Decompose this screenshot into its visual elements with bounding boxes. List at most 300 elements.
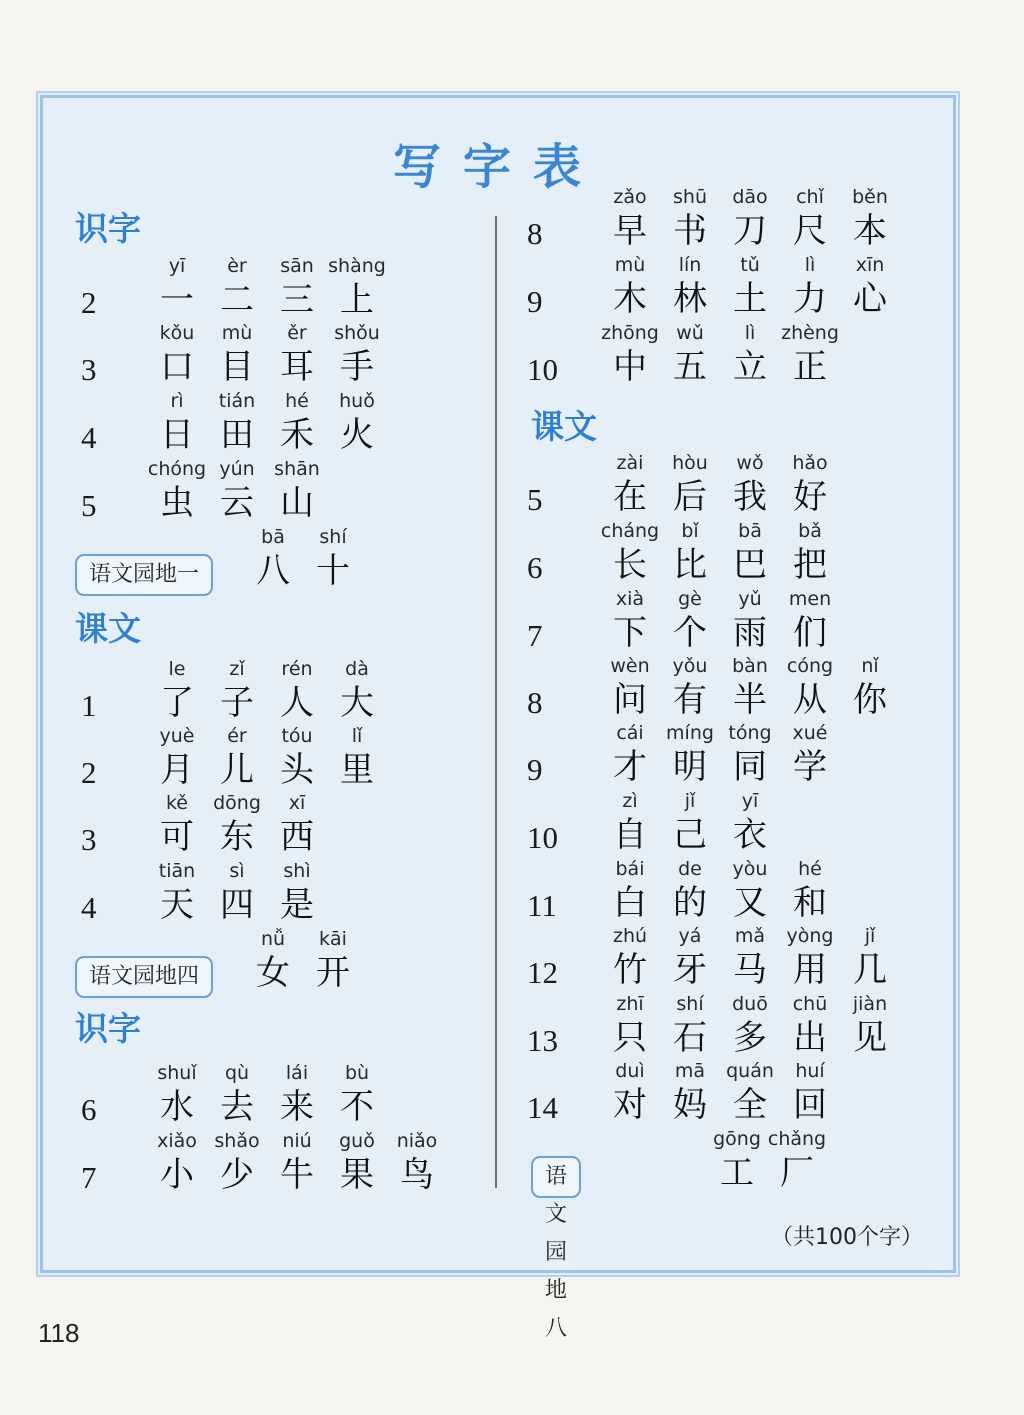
hanzi: 从 xyxy=(793,680,827,720)
pinyin: dāo xyxy=(732,186,768,208)
pinyin: jiàn xyxy=(852,993,888,1015)
hanzi: 马 xyxy=(733,950,767,990)
section-heading: 识字 xyxy=(75,209,141,248)
hanzi: 我 xyxy=(733,477,767,517)
character-cell xyxy=(660,518,720,586)
character-cell xyxy=(780,720,840,788)
character-cell xyxy=(780,991,840,1059)
pinyin: kǒu xyxy=(159,322,195,344)
hanzi: 后 xyxy=(673,477,707,517)
pinyin: shū xyxy=(673,186,707,208)
hanzi: 中 xyxy=(613,347,647,387)
character-cell xyxy=(660,252,720,320)
pinyin: ér xyxy=(227,725,247,747)
hanzi: 土 xyxy=(733,279,767,319)
pinyin: zài xyxy=(616,452,644,474)
pinyin: yī xyxy=(741,790,759,812)
hanzi: 雨 xyxy=(733,613,767,653)
lesson-number: 3 xyxy=(81,352,97,387)
lesson-number: 7 xyxy=(527,618,543,653)
character-cell xyxy=(660,653,720,721)
lesson-row xyxy=(43,1058,827,1125)
pinyin: sān xyxy=(280,255,314,277)
hanzi: 女 xyxy=(256,953,290,993)
hanzi: 是 xyxy=(280,885,314,925)
character-cell xyxy=(600,252,660,320)
lesson-number: 14 xyxy=(527,1090,558,1125)
hanzi: 耳 xyxy=(280,347,314,387)
hanzi: 可 xyxy=(160,817,194,857)
lesson-number: 11 xyxy=(527,888,557,923)
lesson-number: 2 xyxy=(81,285,97,320)
lesson-row xyxy=(43,991,888,1058)
pinyin: jǐ xyxy=(864,925,876,947)
hanzi: 小 xyxy=(160,1155,194,1195)
character-cell xyxy=(660,788,720,856)
hanzi: 去 xyxy=(220,1087,254,1127)
character-cell xyxy=(600,991,660,1059)
hanzi: 你 xyxy=(853,680,887,720)
lesson-number: 9 xyxy=(527,284,543,319)
pinyin: de xyxy=(678,858,702,880)
character-cell xyxy=(600,450,660,518)
hanzi: 一 xyxy=(160,280,194,320)
hanzi: 心 xyxy=(853,279,887,319)
section-heading: 课文 xyxy=(531,407,597,446)
hanzi: 本 xyxy=(853,211,887,251)
hanzi: 虫 xyxy=(160,483,194,523)
pinyin: le xyxy=(168,658,186,680)
hanzi: 学 xyxy=(793,747,827,787)
character-cell xyxy=(780,923,840,991)
pinyin: chū xyxy=(792,993,828,1015)
character-cell xyxy=(720,184,780,252)
pinyin: shí xyxy=(676,993,704,1015)
hanzi: 目 xyxy=(220,347,254,387)
pinyin: lì xyxy=(744,322,756,344)
pinyin: yuè xyxy=(159,725,195,747)
hanzi: 个 xyxy=(673,613,707,653)
hanzi: 工 xyxy=(720,1153,754,1193)
hanzi: 妈 xyxy=(673,1085,707,1125)
pinyin: cóng xyxy=(786,655,834,677)
hanzi: 明 xyxy=(673,747,707,787)
hanzi: 石 xyxy=(673,1018,707,1058)
pinyin: yá xyxy=(678,925,702,947)
lesson-row xyxy=(43,450,828,517)
hanzi: 田 xyxy=(220,415,254,455)
hanzi: 只 xyxy=(613,1018,647,1058)
character-cell xyxy=(720,720,780,788)
hanzi: 比 xyxy=(673,545,707,585)
hanzi: 有 xyxy=(673,680,707,720)
lesson-row xyxy=(43,856,827,923)
pinyin: xīn xyxy=(855,254,885,276)
hanzi: 二 xyxy=(220,280,254,320)
pinyin: zhōng xyxy=(601,322,659,344)
hanzi: 山 xyxy=(280,483,314,523)
pinyin: shí xyxy=(319,526,347,548)
pinyin: guǒ xyxy=(339,1130,375,1152)
hanzi: 鸟 xyxy=(400,1155,434,1195)
pinyin: shàng xyxy=(328,255,386,277)
pinyin: rén xyxy=(281,658,313,680)
hanzi: 见 xyxy=(853,1018,887,1058)
pinyin: zhī xyxy=(616,993,644,1015)
lesson-row xyxy=(43,184,888,251)
pinyin: dà xyxy=(345,658,369,680)
pinyin: huí xyxy=(795,1060,825,1082)
lesson-number: 10 xyxy=(527,352,558,387)
hanzi: 头 xyxy=(280,750,314,790)
character-cell xyxy=(600,518,660,586)
pinyin: lái xyxy=(285,1062,309,1084)
pinyin: bā xyxy=(261,526,285,548)
hanzi: 木 xyxy=(613,279,647,319)
pinyin: zì xyxy=(622,790,638,812)
lesson-row xyxy=(43,252,887,319)
hanzi: 问 xyxy=(613,680,647,720)
character-cell xyxy=(780,252,840,320)
lesson-number: 6 xyxy=(81,1092,97,1127)
hanzi: 牛 xyxy=(280,1155,314,1195)
hanzi: 厂 xyxy=(780,1153,814,1193)
character-cell xyxy=(600,923,660,991)
character-cell xyxy=(720,518,780,586)
lesson-number: 12 xyxy=(527,955,558,990)
character-cell xyxy=(600,720,660,788)
hanzi: 来 xyxy=(280,1087,314,1127)
pinyin: shuǐ xyxy=(157,1062,197,1084)
hanzi: 同 xyxy=(733,747,767,787)
hanzi: 西 xyxy=(280,817,314,857)
hanzi: 火 xyxy=(340,415,374,455)
hanzi: 正 xyxy=(793,347,827,387)
hanzi: 林 xyxy=(673,279,707,319)
pinyin: nǚ xyxy=(260,928,286,950)
pinyin: mǎ xyxy=(734,925,766,947)
character-cell xyxy=(767,1126,827,1194)
hanzi: 了 xyxy=(160,683,194,723)
pinyin: niǎo xyxy=(396,1130,438,1152)
pinyin: shān xyxy=(274,458,320,480)
pinyin: cháng xyxy=(600,520,660,542)
hanzi: 出 xyxy=(793,1018,827,1058)
character-cell xyxy=(780,184,840,252)
character-cell xyxy=(720,788,780,856)
lesson-row xyxy=(43,388,495,454)
pinyin: lín xyxy=(678,254,702,276)
pinyin: shǎo xyxy=(214,1130,260,1152)
character-cell xyxy=(600,1058,660,1126)
pinyin: niú xyxy=(282,1130,312,1152)
garden-badge: 语文园地一 xyxy=(75,554,213,596)
hanzi: 衣 xyxy=(733,815,767,855)
hanzi: 十 xyxy=(316,551,350,591)
pinyin: chǎng xyxy=(767,1128,827,1150)
pinyin: tóng xyxy=(728,722,772,744)
lesson-number: 8 xyxy=(527,685,543,720)
section-heading: 课文 xyxy=(75,609,141,648)
hanzi: 好 xyxy=(793,477,827,517)
character-cell xyxy=(660,923,720,991)
hanzi: 在 xyxy=(613,477,647,517)
character-cell xyxy=(720,923,780,991)
character-cell xyxy=(780,320,840,388)
lesson-row xyxy=(43,518,827,585)
total-count: （共100个字） xyxy=(771,1225,923,1250)
character-cell xyxy=(720,1058,780,1126)
pinyin: yòu xyxy=(732,858,768,880)
hanzi: 立 xyxy=(733,347,767,387)
lesson-number: 6 xyxy=(527,550,543,585)
pinyin: yòng xyxy=(786,925,834,947)
character-cell xyxy=(780,586,840,654)
hanzi: 月 xyxy=(160,750,194,790)
hanzi: 开 xyxy=(316,953,350,993)
hanzi: 口 xyxy=(160,347,194,387)
hanzi: 禾 xyxy=(280,415,314,455)
pinyin: kě xyxy=(165,792,188,814)
pinyin: ěr xyxy=(287,322,307,344)
hanzi: 下 xyxy=(613,613,647,653)
pinyin: běn xyxy=(852,186,888,208)
hanzi: 刀 xyxy=(733,211,767,251)
hanzi: 儿 xyxy=(220,750,254,790)
pinyin: men xyxy=(788,588,832,610)
lesson-row xyxy=(43,788,767,855)
page-number: 118 xyxy=(38,1318,80,1348)
character-cell xyxy=(600,653,660,721)
character-cell xyxy=(660,856,720,924)
lesson-row xyxy=(43,720,828,787)
pinyin: nǐ xyxy=(861,655,879,677)
pinyin: wǒ xyxy=(736,452,764,474)
lesson-number: 9 xyxy=(527,752,543,787)
pinyin: xī xyxy=(288,792,306,814)
hanzi: 八 xyxy=(256,551,290,591)
pinyin: dōng xyxy=(213,792,261,814)
pinyin: kāi xyxy=(319,928,347,950)
pinyin: míng xyxy=(666,722,714,744)
pinyin: tóu xyxy=(281,725,313,747)
hanzi: 把 xyxy=(793,545,827,585)
pinyin: shì xyxy=(283,860,311,882)
pinyin: mā xyxy=(674,1060,706,1082)
pinyin: bàn xyxy=(732,655,768,677)
lesson-number: 5 xyxy=(81,488,97,523)
pinyin: hé xyxy=(798,858,822,880)
lesson-number: 1 xyxy=(81,688,97,723)
character-cell xyxy=(660,720,720,788)
column-divider xyxy=(495,216,497,1188)
pinyin: tǔ xyxy=(740,254,760,276)
hanzi: 牙 xyxy=(673,950,707,990)
hanzi: 五 xyxy=(673,347,707,387)
hanzi: 水 xyxy=(160,1087,194,1127)
pinyin: hǎo xyxy=(792,452,828,474)
page-title: 写字表 xyxy=(392,139,603,195)
pinyin: huǒ xyxy=(339,390,375,412)
hanzi: 天 xyxy=(160,885,194,925)
lesson-number: 4 xyxy=(81,890,97,925)
character-cell xyxy=(660,450,720,518)
hanzi: 们 xyxy=(793,613,827,653)
pinyin: tiān xyxy=(158,860,196,882)
pinyin: shǒu xyxy=(334,322,380,344)
pinyin: yǔ xyxy=(738,588,762,610)
lesson-row xyxy=(43,320,839,387)
pinyin: wèn xyxy=(610,655,650,677)
pinyin: mù xyxy=(221,322,253,344)
hanzi: 人 xyxy=(280,683,314,723)
hanzi: 全 xyxy=(733,1085,767,1125)
pinyin: chǐ xyxy=(796,186,824,208)
hanzi: 上 xyxy=(340,280,374,320)
pinyin: zhú xyxy=(612,925,648,947)
character-cell xyxy=(780,856,840,924)
character-cell xyxy=(660,184,720,252)
hanzi: 早 xyxy=(613,211,647,251)
character-cell xyxy=(707,1126,767,1194)
character-cell xyxy=(720,586,780,654)
pinyin: qù xyxy=(224,1062,250,1084)
character-cell xyxy=(780,1058,840,1126)
pinyin: gè xyxy=(678,588,702,610)
hanzi: 子 xyxy=(220,683,254,723)
pinyin: wǔ xyxy=(676,322,704,344)
hanzi: 半 xyxy=(733,680,767,720)
character-cell xyxy=(840,991,900,1059)
garden-badge: 语文园地八 xyxy=(531,1156,581,1198)
hanzi: 多 xyxy=(733,1018,767,1058)
character-cell xyxy=(147,388,207,456)
pinyin: hé xyxy=(285,390,309,412)
lesson-row xyxy=(43,586,832,653)
lesson-number: 5 xyxy=(527,482,543,517)
hanzi: 竹 xyxy=(613,950,647,990)
pinyin: xiǎo xyxy=(157,1130,197,1152)
garden-badge: 语文园地四 xyxy=(75,956,213,998)
pinyin: xué xyxy=(792,722,828,744)
character-cell xyxy=(660,1058,720,1126)
pinyin: bù xyxy=(344,1062,370,1084)
section-heading: 识字 xyxy=(75,1009,141,1048)
character-cell xyxy=(840,923,900,991)
character-cell xyxy=(327,388,387,456)
hanzi: 东 xyxy=(220,817,254,857)
hanzi: 书 xyxy=(673,211,707,251)
pinyin: tián xyxy=(218,390,256,412)
character-cell xyxy=(720,653,780,721)
character-cell xyxy=(720,252,780,320)
hanzi: 果 xyxy=(340,1155,374,1195)
hanzi: 对 xyxy=(613,1085,647,1125)
pinyin: gōng xyxy=(713,1128,761,1150)
pinyin: bái xyxy=(615,858,645,880)
pinyin: yún xyxy=(219,458,255,480)
character-cell xyxy=(780,450,840,518)
hanzi: 四 xyxy=(220,885,254,925)
pinyin: zǐ xyxy=(229,658,245,680)
character-cell xyxy=(780,653,840,721)
character-cell xyxy=(660,586,720,654)
pinyin: duì xyxy=(615,1060,645,1082)
hanzi: 才 xyxy=(613,747,647,787)
hanzi: 白 xyxy=(613,883,647,923)
character-cell xyxy=(720,320,780,388)
pinyin: bā xyxy=(738,520,762,542)
pinyin: zǎo xyxy=(613,186,647,208)
pinyin: jǐ xyxy=(684,790,696,812)
hanzi: 三 xyxy=(280,280,314,320)
hanzi: 力 xyxy=(793,279,827,319)
hanzi: 己 xyxy=(673,815,707,855)
hanzi: 尺 xyxy=(793,211,827,251)
hanzi: 巴 xyxy=(733,545,767,585)
lesson-row xyxy=(43,653,887,720)
pinyin: cái xyxy=(616,722,644,744)
pinyin: hòu xyxy=(672,452,708,474)
lesson-row xyxy=(43,923,887,990)
hanzi: 长 xyxy=(613,545,647,585)
character-cell xyxy=(600,320,660,388)
pinyin: chóng xyxy=(147,458,207,480)
character-cell xyxy=(600,586,660,654)
hanzi: 又 xyxy=(733,883,767,923)
hanzi: 少 xyxy=(220,1155,254,1195)
pinyin: xià xyxy=(615,588,645,610)
lesson-number: 13 xyxy=(527,1023,558,1058)
pinyin: quán xyxy=(726,1060,774,1082)
lesson-number: 4 xyxy=(81,420,97,455)
character-cell xyxy=(600,788,660,856)
character-cell xyxy=(840,184,900,252)
pinyin: èr xyxy=(227,255,247,277)
character-cell xyxy=(207,388,267,456)
pinyin: zhèng xyxy=(781,322,839,344)
hanzi: 和 xyxy=(793,883,827,923)
character-cell xyxy=(600,184,660,252)
character-cell xyxy=(840,252,900,320)
lesson-number: 2 xyxy=(81,755,97,790)
hanzi: 自 xyxy=(613,815,647,855)
character-cell xyxy=(840,653,900,721)
hanzi: 回 xyxy=(793,1085,827,1125)
hanzi: 用 xyxy=(793,950,827,990)
hanzi: 不 xyxy=(340,1087,374,1127)
character-cell xyxy=(780,518,840,586)
hanzi: 里 xyxy=(340,750,374,790)
lesson-number: 3 xyxy=(81,822,97,857)
character-cell xyxy=(660,991,720,1059)
hanzi: 几 xyxy=(853,950,887,990)
lesson-number: 10 xyxy=(527,820,558,855)
character-cell xyxy=(267,388,327,456)
character-cell xyxy=(600,856,660,924)
pinyin: bǎ xyxy=(798,520,822,542)
pinyin: rì xyxy=(170,390,184,412)
pinyin: yī xyxy=(168,255,186,277)
lesson-number: 7 xyxy=(81,1160,97,1195)
lesson-number: 8 xyxy=(527,216,543,251)
pinyin: lì xyxy=(804,254,816,276)
hanzi: 大 xyxy=(340,683,374,723)
hanzi: 的 xyxy=(673,883,707,923)
character-cell xyxy=(720,450,780,518)
pinyin: mù xyxy=(614,254,646,276)
pinyin: sì xyxy=(229,860,245,882)
